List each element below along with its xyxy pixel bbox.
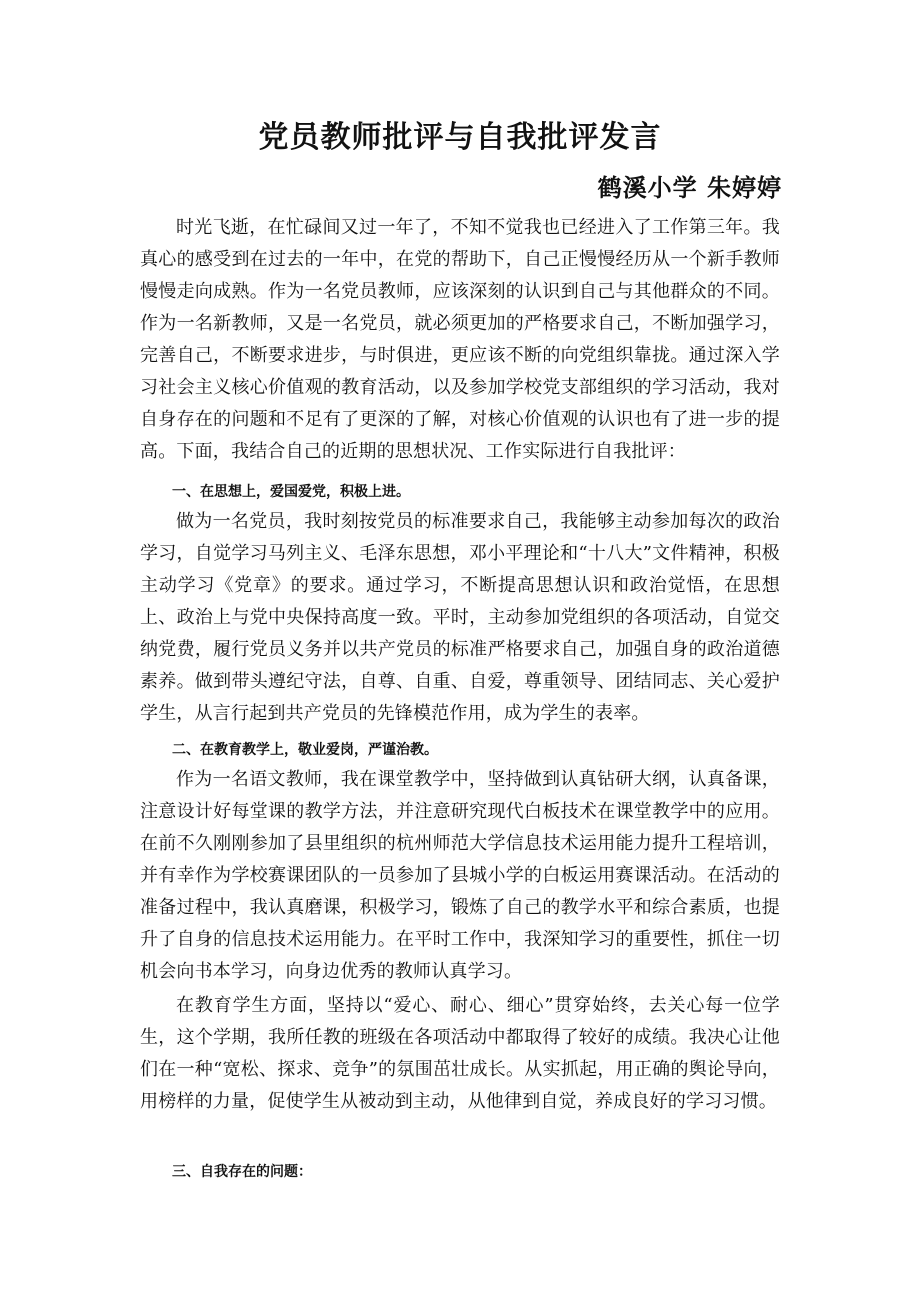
- document-title: 党员教师批评与自我批评发言: [258, 120, 662, 155]
- section-2-heading: 二、在教育教学上，敬业爱岗，严谨治教。: [172, 742, 438, 758]
- section-2-paragraph-1: 作为一名语文教师，我在课堂教学中，坚持做到认真钻研大纲，认真备课，注意设计好每堂课的教学方法，并注意研究现代白板技术在课堂教学中的应用。在前不久刚刚参加了县里组织的杭州师范大学信息技术运用能力提升工程培训，并有幸作为学校赛课团队的一员参加了县城小学的白板运用赛课活动。在活动的准备过程中，我认真磨课，积极学习，锻炼了自己的教学水平和综合素质，也提升了自身的信息技术运用能力。在平时工作中，我深知学习的重要性，抓住一切机会向书本学习，向身边优秀的教师认真学习。: [140, 769, 780, 982]
- intro-paragraph: 时光飞逝，在忙碌间又过一年了，不知不觉我也已经进入了工作第三年。我真心的感受到在过去的一年中，在党的帮助下，自己正慢慢经历从一个新手教师慢慢走向成熟。作为一名党员教师，应该深刻的认识到自己与其他群众的不同。作为一名新教师，又是一名党员，就必须更加的严格要求自己，不断加强学习，完善自己，不断要求进步，与时俱进，更应该不断的向党组织靠拢。通过深入学习社会主义核心价值观的教育活动，以及参加学校党支部组织的学习活动，我对自身存在的问题和不足有了更深的了解，对核心价值观的认识也有了进一步的提高。下面，我结合自己的近期的思想状况、工作实际进行自我批评：: [140, 217, 780, 462]
- section-1-paragraph: 做为一名党员，我时刻按党员的标准要求自己，我能够主动参加每次的政治学习，自觉学习马列主义、毛泽东思想，邓小平理论和“十八大”文件精神，积极主动学习《党章》的要求。通过学习，不断提高思想认识和政治觉悟，在思想上、政治上与党中央保持高度一致。平时，主动参加党组织的各项活动，自觉交纳党费，履行党员义务并以共产党员的标准严格要求自己，加强自身的政治道德素养。做到带头遵纪守法，自尊、自重、自爱，尊重领导、团结同志、关心爱护学生，从言行起到共产党员的先锋模范作用，成为学生的表率。: [140, 511, 780, 724]
- author-line: 鹤溪小学 朱婷婷: [597, 174, 782, 202]
- section-2-paragraph-2: 在教育学生方面，坚持以“爱心、耐心、细心”贯穿始终，去关心每一位学生，这个学期，我所任教的班级在各项活动中都取得了较好的成绩。我决心让他们在一种“宽松、探求、竞争”的氛围茁壮成长。从实抓起，用正确的舆论导向，用榜样的力量，促使学生从被动到主动，从他律到自觉，养成良好的学习习惯。: [140, 995, 780, 1112]
- section-3-heading: 三、自我存在的问题：: [172, 1164, 312, 1180]
- section-1-heading: 一、在思想上，爱国爱党，积极上进。: [172, 484, 410, 500]
